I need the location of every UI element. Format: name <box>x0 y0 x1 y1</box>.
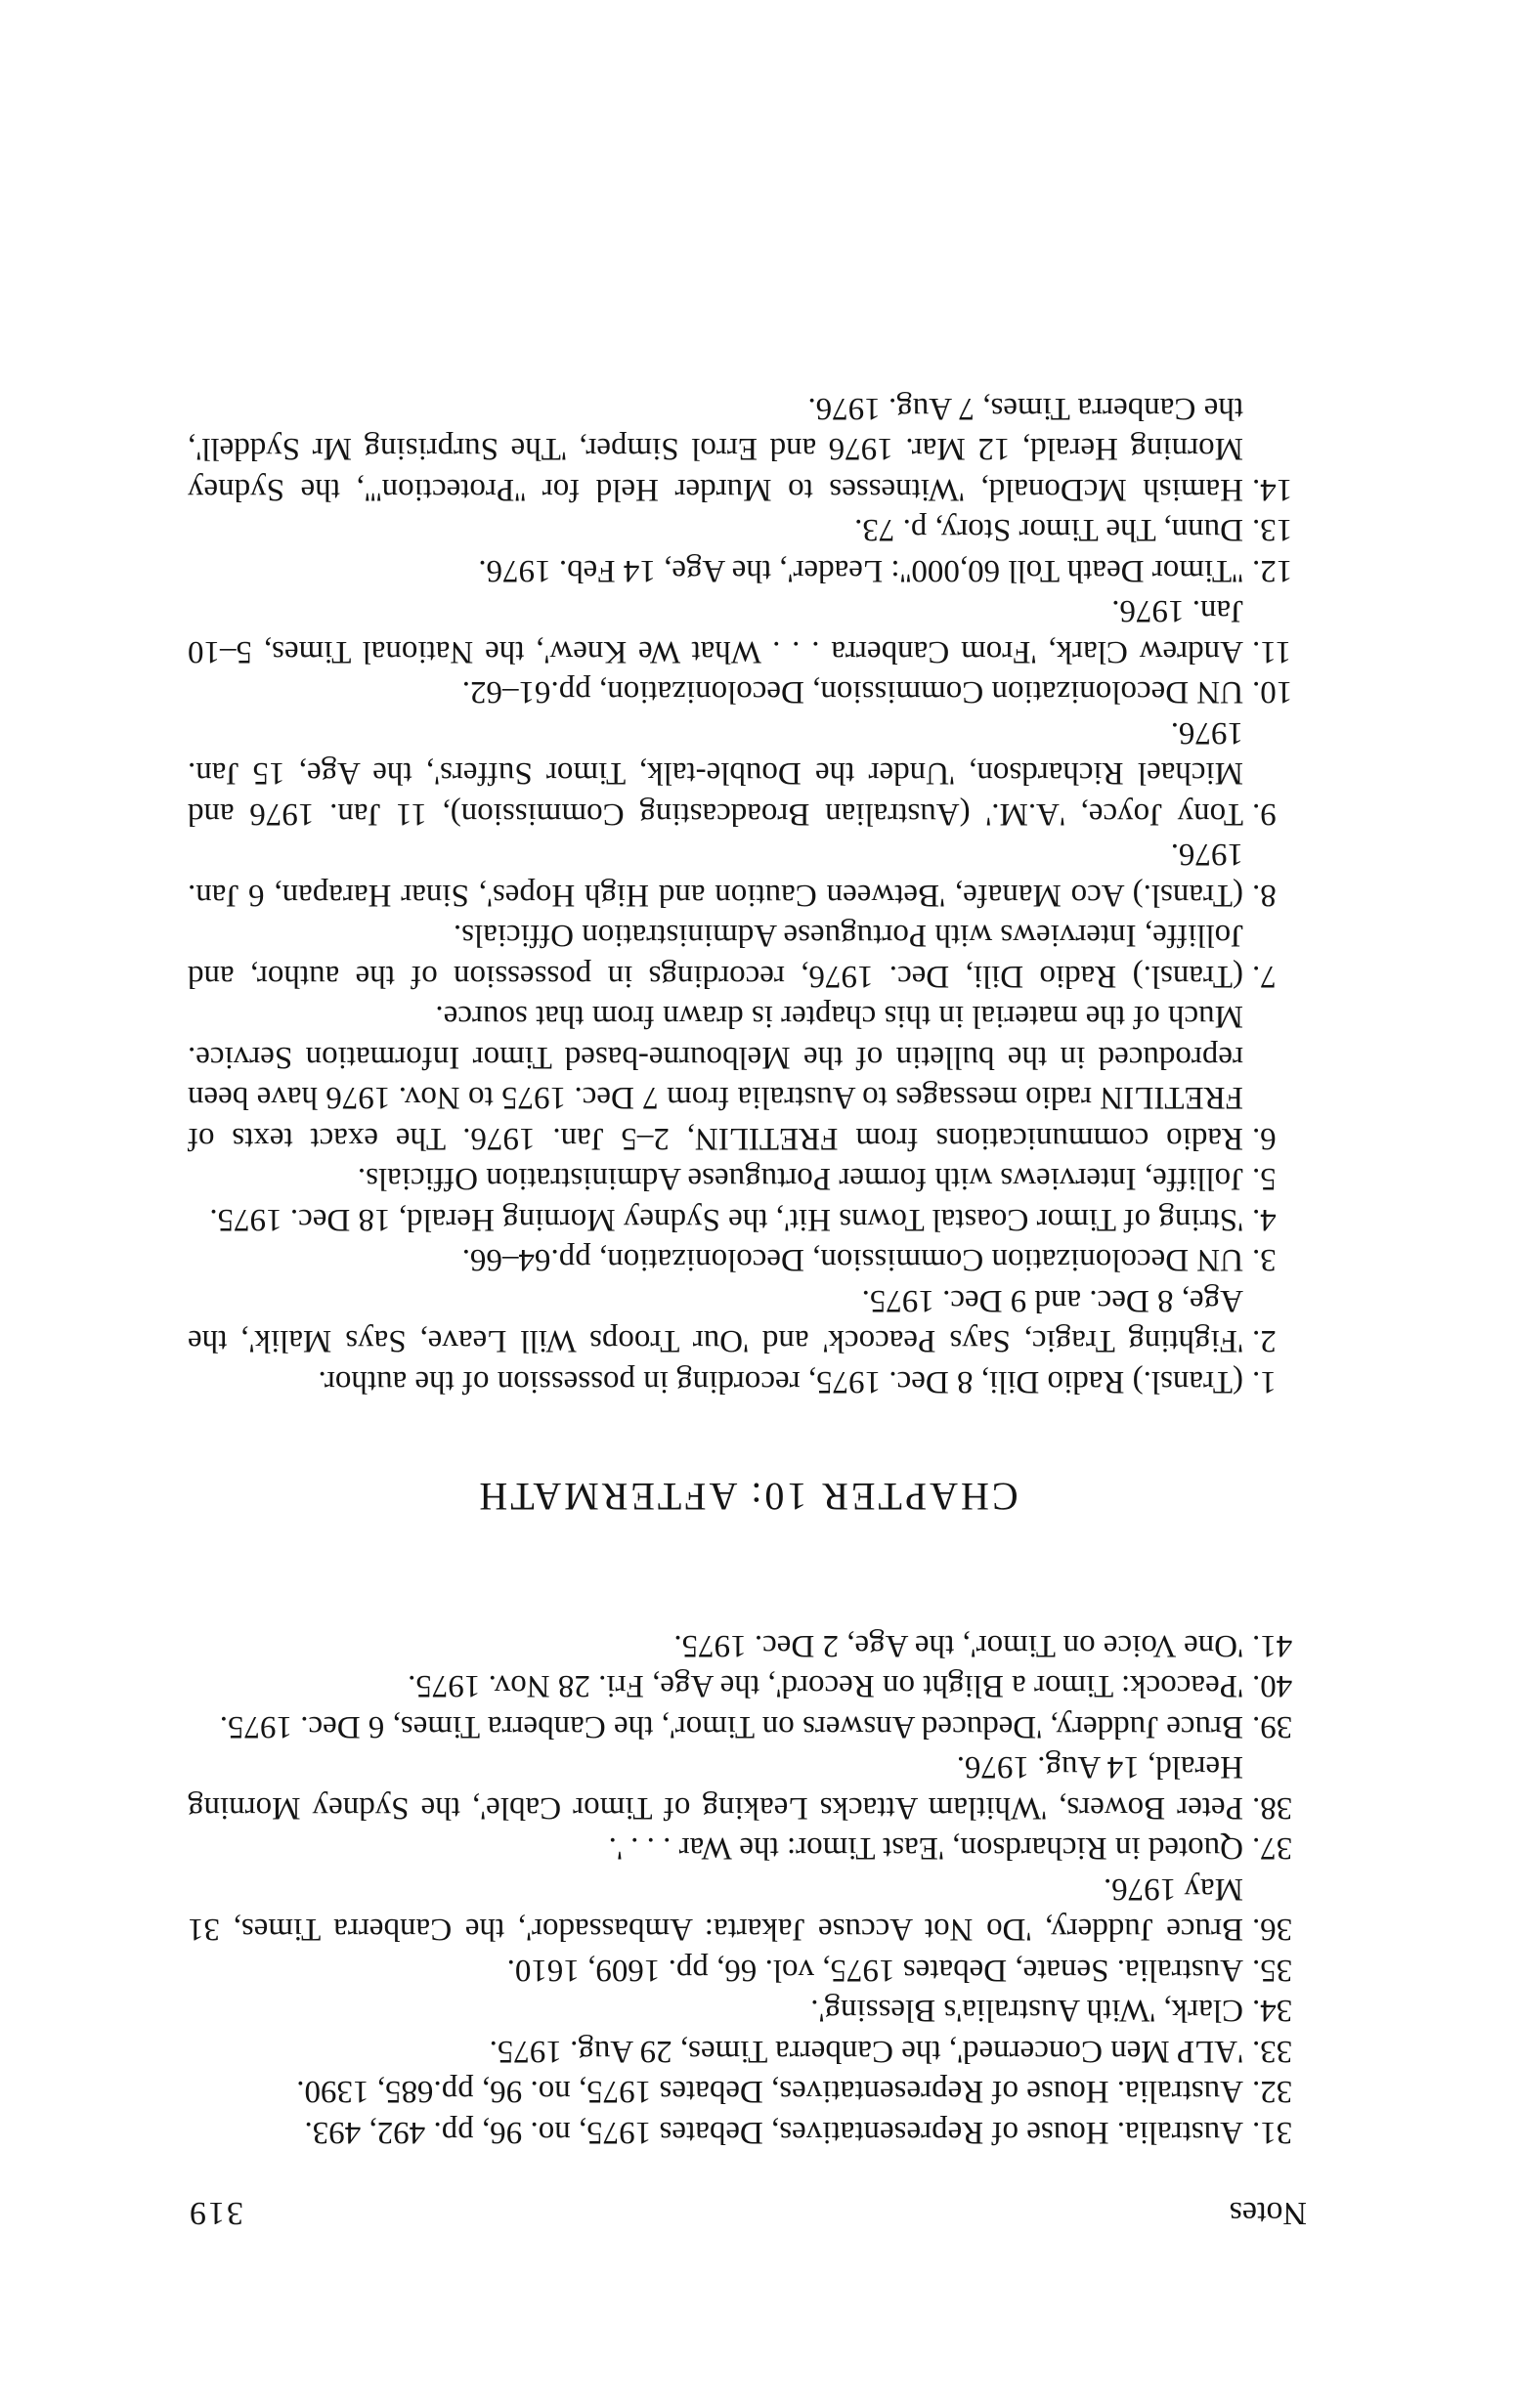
note-text: Jolliffe, Interviews with former Portuguese Administration Officials. <box>357 1161 1243 1197</box>
page-number: 319 <box>188 2195 243 2231</box>
note-item <box>188 1990 1307 2031</box>
note-text: Hamish McDonald, 'Witnesses to Murder Held for ''Protection''', the Sydney Morning Herald, 12 Mar. 1976 and Errol Simper, 'The Surprising Mr Syddell', the Canberra Times, 7 Aug. 1976. <box>188 391 1243 507</box>
note-number: 5. <box>1252 1161 1277 1197</box>
note-number: 32. <box>1252 2074 1293 2110</box>
note-text: Peter Bowers, 'Whitlam Attacks Leaking of Timor Cable', the Sydney Morning Herald, 14 Aug. 1976. <box>188 1749 1243 1826</box>
note-text: Quoted in Richardson, 'East Timor: the War . . . '. <box>608 1830 1243 1867</box>
note-number: 33. <box>1252 2034 1293 2069</box>
note-item <box>188 915 1307 996</box>
note-item <box>188 1625 1307 1666</box>
note-number: 38. <box>1252 1790 1293 1826</box>
note-number: 3. <box>1252 1242 1277 1278</box>
note-item <box>188 712 1307 835</box>
note-item <box>188 590 1307 671</box>
note-text: Radio communications from FRETILIN, 2–5 Jan. 1976. The exact texts of FRETILIN radio messages to Australia from 7 Dec. 1975 to Nov. 1976 have been reproduced in the bulletin of the Melbourne-based Timor Information Service. Much of the material in this chapter is drawn from that source. <box>188 999 1243 1156</box>
chapter-heading: CHAPTER 10: AFTERMATH <box>476 1475 1019 1519</box>
note-number: 13. <box>1252 512 1293 548</box>
note-text: Andrew Clark, 'From Canberra . . . What We Knew', the National Times, 5–10 Jan. 1976. <box>188 593 1243 669</box>
note-number: 34. <box>1252 1993 1293 2029</box>
note-item <box>188 1746 1307 1828</box>
note-item <box>188 1361 1307 1402</box>
note-item <box>188 1828 1307 1869</box>
running-title: Notes <box>1229 2195 1307 2231</box>
note-number: 39. <box>1252 1709 1293 1744</box>
note-text: UN Decolonization Commission, Decolonization, pp.61–62. <box>461 674 1243 710</box>
note-item <box>188 388 1307 510</box>
note-text: UN Decolonization Commission, Decolonization, pp.64–66. <box>461 1242 1243 1278</box>
note-number: 2. <box>1252 1323 1277 1359</box>
note-number: 4. <box>1252 1202 1277 1237</box>
note-number: 40. <box>1252 1668 1293 1704</box>
note-number: 41. <box>1252 1628 1293 1663</box>
note-number: 37. <box>1252 1830 1293 1867</box>
note-item <box>188 1706 1307 1747</box>
note-item <box>188 550 1307 591</box>
note-number: 14. <box>1252 472 1293 507</box>
note-number: 7. <box>1252 959 1277 994</box>
note-item <box>188 1950 1307 1991</box>
note-item <box>188 1199 1307 1240</box>
note-item <box>188 1869 1307 1950</box>
note-text: Australia. House of Representatives, Debates 1975, no. 96, pp.685, 1390. <box>296 2074 1243 2110</box>
note-number: 11. <box>1252 634 1292 669</box>
note-item <box>188 834 1307 915</box>
note-text: 'One Voice on Timor', the Age, 2 Dec. 1975. <box>673 1628 1243 1663</box>
note-number: 10. <box>1252 674 1293 710</box>
note-text: ''Timor Death Toll 60,000'': Leader', the Age, 14 Feb. 1976. <box>478 553 1243 588</box>
note-number: 1. <box>1252 1364 1277 1399</box>
note-text: Tony Joyce, 'A.M.' (Australian Broadcasting Commission), 11 Jan. 1976 and Michael Richardson, 'Under the Double-talk, Timor Suffers', the Age, 15 Jan. 1976. <box>188 715 1243 832</box>
note-item <box>188 1239 1307 1280</box>
notes-chapter-9-continued <box>188 1625 1307 2153</box>
note-text: (Transl.) Radio Dili, 8 Dec. 1975, recording in possession of the author. <box>318 1364 1243 1399</box>
note-text: Bruce Juddery, 'Deduced Answers on Timor', the Canberra Times, 6 Dec. 1975. <box>219 1709 1243 1744</box>
note-text: Clark, 'With Australia's Blessing'. <box>810 1993 1243 2029</box>
note-number: 31. <box>1252 2115 1293 2150</box>
note-text: 'String of Timor Coastal Towns Hit', the Sydney Morning Herald, 18 Dec. 1975. <box>209 1202 1243 1237</box>
note-text: Australia. House of Representatives, Debates 1975, no. 96, pp. 492, 493. <box>304 2115 1243 2150</box>
note-text: (Transl.) Aco Manafe, 'Between Caution and High Hopes', Sinar Harapan, 6 Jan. 1976. <box>188 837 1243 913</box>
note-number: 36. <box>1252 1912 1293 1948</box>
note-number: 6. <box>1252 1121 1277 1156</box>
note-item <box>188 509 1307 550</box>
note-item <box>188 2031 1307 2072</box>
note-item <box>188 1665 1307 1706</box>
note-item <box>188 1158 1307 1199</box>
note-item <box>188 2112 1307 2153</box>
note-text: (Transl.) Radio Dili, Dec. 1976, recordings in possession of the author, and Jolliffe, Interviews with Portuguese Administration Officials. <box>188 918 1243 994</box>
note-text: Dunn, The Timor Story, p. 73. <box>854 512 1243 548</box>
note-number: 35. <box>1252 1953 1293 1988</box>
note-text: 'Peacock: Timor a Blight on Record', the Age, Fri. 28 Nov. 1975. <box>408 1668 1243 1704</box>
note-text: 'Fighting Tragic, Says Peacock' and 'Our Troops Will Leave, Says Malik', the Age, 8 Dec. and 9 Dec. 1975. <box>188 1283 1243 1359</box>
notes-chapter-10 <box>188 388 1307 1402</box>
note-item <box>188 1280 1307 1361</box>
note-number: 8. <box>1252 878 1277 913</box>
note-item <box>188 671 1307 712</box>
note-number: 9. <box>1252 796 1277 832</box>
note-item <box>188 996 1307 1158</box>
note-number: 12. <box>1252 553 1293 588</box>
note-text: Australia. Senate, Debates 1975, vol. 66, pp. 1609, 1610. <box>506 1953 1243 1988</box>
note-text: Bruce Juddery, 'Do Not Accuse Jakarta: Ambassador', the Canberra Times, 31 May 1976. <box>188 1871 1243 1948</box>
note-text: 'ALP Men Concerned', the Canberra Times, 29 Aug. 1975. <box>489 2034 1243 2069</box>
note-item <box>188 2071 1307 2112</box>
